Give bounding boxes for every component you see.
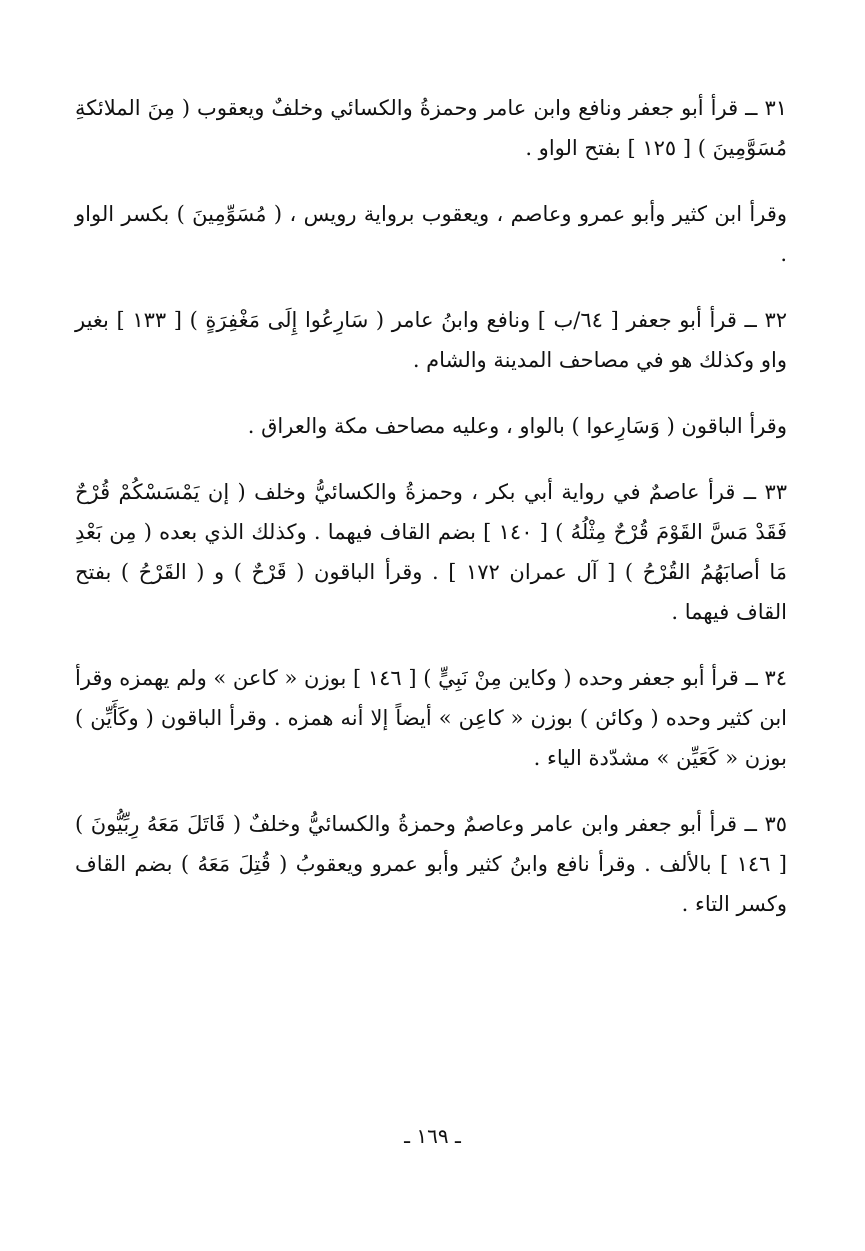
spacer xyxy=(75,446,787,472)
paragraph-33: ٣٣ ــ قرأ عاصمٌ في رواية أبي بكر ، وحمزةُ والكسائيُّ وخلف ( إن يَمْسَسْكُمْ قُرْحٌ فَقَدْ مَسَّ القَوْمَ قُرْحٌ مِثْلُهُ ) [ ١٤٠ ] بضم القاف فيهما . وكذلك الذي بعده ( مِن بَعْدِ مَا أصابَهُمُ القُرْحُ ) [ آل عمران ١٧٢ ] . وقرأ الباقون ( قَرْحٌ ) و ( القَرْحُ ) بفتح القاف فيهما . xyxy=(75,480,787,624)
spacer xyxy=(75,380,787,406)
spacer xyxy=(75,632,787,658)
page-number: ـ ١٦٩ ـ xyxy=(404,1124,461,1148)
paragraph-32-a: ٣٢ ــ قرأ أبو جعفر [ ٦٤/ب ] ونافع وابنُ عامر ( سَارِعُوا إِلَى مَغْفِرَةٍ ) [ ١٣٣ ] بغير واو وكذلك هو في مصاحف المدينة والشام . xyxy=(75,308,787,372)
spacer xyxy=(75,778,787,804)
paragraph-35: ٣٥ ــ قرأ أبو جعفر وابن عامر وعاصمٌ وحمزةُ والكسائيُّ وخلفٌ ( قَاتَلَ مَعَهُ رِبِّيُّونَ ) [ ١٤٦ ] بالألف . وقرأ نافع وابنُ كثير وأبو عمرو ويعقوبُ ( قُتِلَ مَعَهُ ) بضم القاف وكسر التاء . xyxy=(75,812,788,916)
paragraph-34: ٣٤ ــ قرأ أبو جعفر وحده ( وكاين مِنْ نَبِيٍّ ) [ ١٤٦ ] بوزن « كاعن » ولم يهمزه وقرأ ابن كثير وحده ( وكائن ) بوزن « كاعِن » أيضاً إلا أنه همزه . وقرأ الباقون ( وكَأَيِّن ) بوزن « كَعَيِّن » مشدّدة الياء . xyxy=(75,666,787,770)
spacer xyxy=(75,274,787,300)
paragraph-32-b: وقرأ الباقون ( وَسَارِعوا ) بالواو ، وعليه مصاحف مكة والعراق . xyxy=(247,414,787,438)
spacer xyxy=(75,168,787,194)
paragraph-31-a: ٣١ ــ قرأ أبو جعفر ونافع وابن عامر وحمزةُ والكسائي وخلفٌ ويعقوب ( مِنَ الملائكةِ مُسَوَّمِينَ ) [ ١٢٥ ] بفتح الواو . xyxy=(75,96,787,160)
paragraph-31-b: وقرأ ابن كثير وأبو عمرو وعاصم ، ويعقوب برواية رويس ، ( مُسَوِّمِينَ ) بكسر الواو . xyxy=(75,202,787,266)
